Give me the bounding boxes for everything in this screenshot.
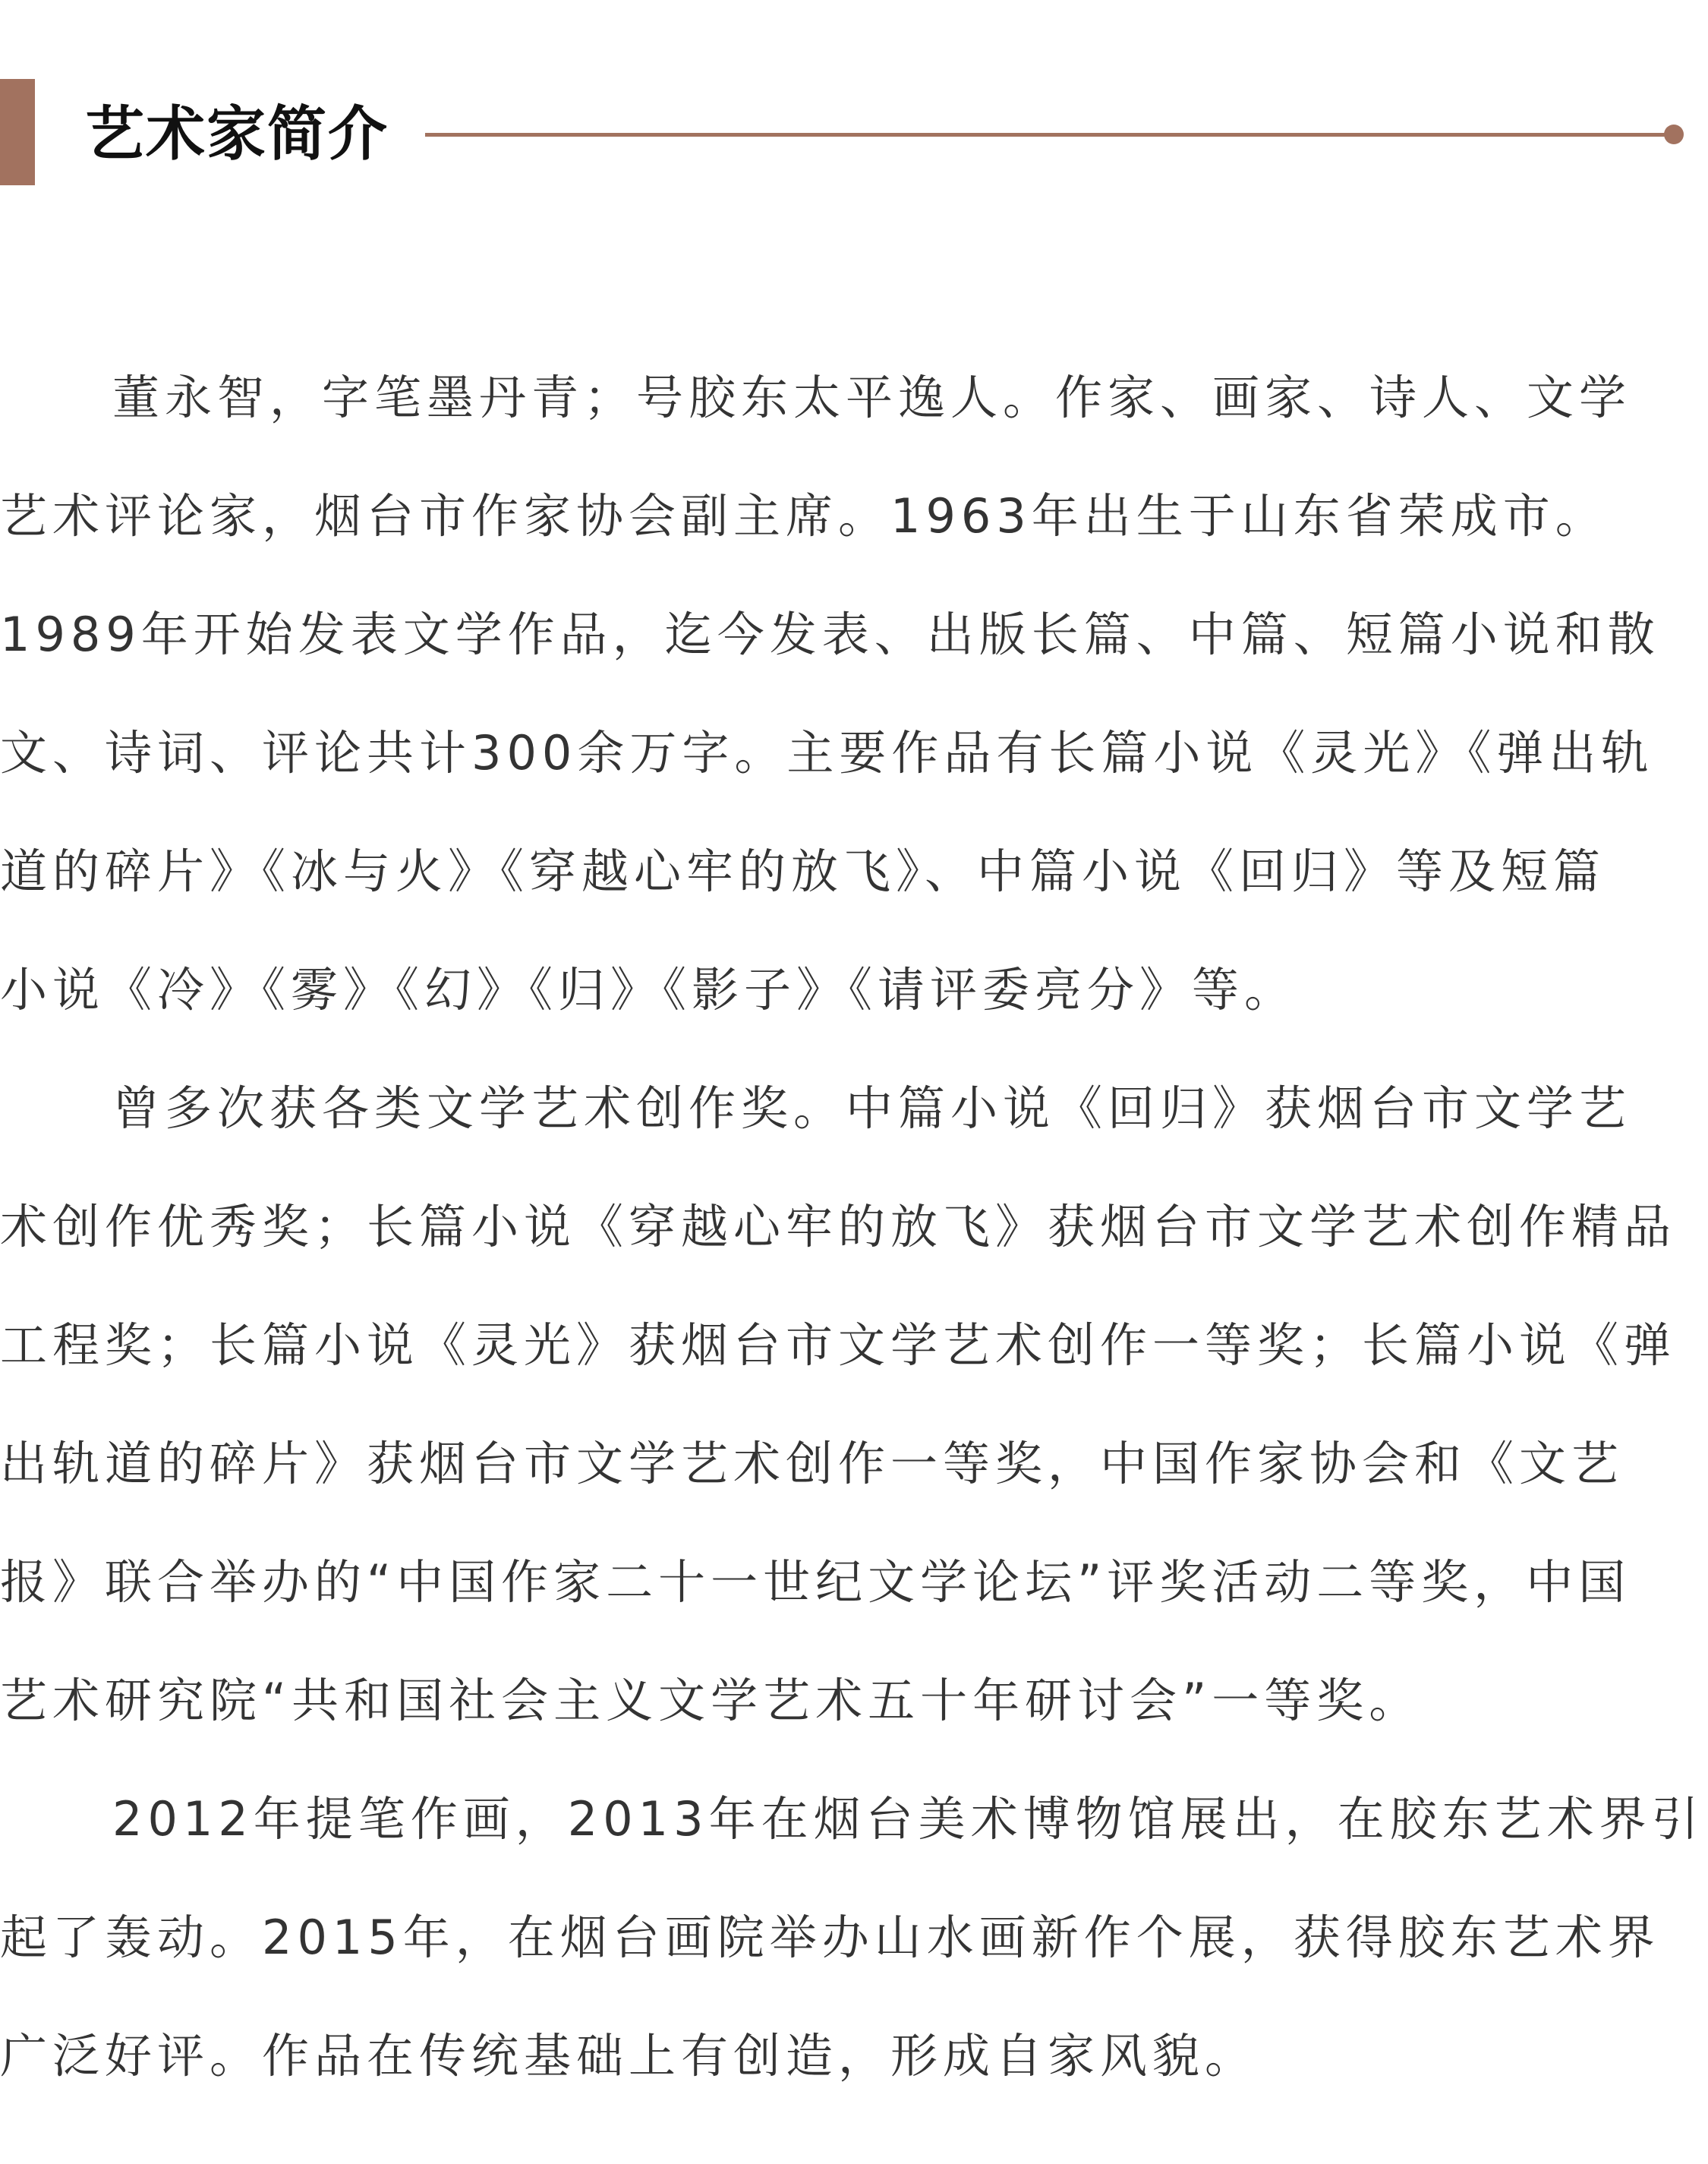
bio-paragraph-2-line: 艺术研究院“共和国社会主义文学艺术五十年研讨会”一等奖。 xyxy=(0,1673,1422,1728)
section-accent-bar xyxy=(0,79,35,185)
bio-paragraph-1-line: 小说《冷》《雾》《幻》《归》《影子》《请评委亮分》等。 xyxy=(0,962,1297,1017)
artist-bio xyxy=(0,363,1708,2140)
divider-end-dot xyxy=(1664,125,1684,144)
bio-paragraph-1-line: 1989年开始发表文学作品，迄今发表、出版长篇、中篇、短篇小说和散 xyxy=(0,607,1660,662)
bio-paragraph-3-line: 起了轰动。2015年，在烟台画院举办山水画新作个展，获得胶东艺术界 xyxy=(0,1910,1660,1965)
bio-paragraph-2-line: 曾多次获各类文学艺术创作奖。中篇小说《回归》获烟台市文学艺 xyxy=(112,1080,1632,1136)
bio-paragraph-2-line: 出轨道的碎片》获烟台市文学艺术创作一等奖，中国作家协会和《文艺 xyxy=(0,1436,1624,1491)
bio-paragraph-1-line: 文、诗词、评论共计300余万字。主要作品有长篇小说《灵光》《弹出轨 xyxy=(0,725,1654,781)
bio-paragraph-2-line: 报》联合举办的“中国作家二十一世纪文学论坛”评奖活动二等奖，中国 xyxy=(0,1554,1631,1610)
bio-paragraph-3-line: 广泛好评。作品在传统基础上有创造，形成自家风貌。 xyxy=(0,2028,1258,2084)
bio-paragraph-2-line: 工程奖；长篇小说《灵光》获烟台市文学艺术创作一等奖；长篇小说《弹 xyxy=(0,1317,1677,1373)
bio-paragraph-1-line: 董永智，字笔墨丹青；号胶东太平逸人。作家、画家、诗人、文学 xyxy=(112,370,1632,425)
title-divider-line xyxy=(425,133,1670,137)
bio-paragraph-1-line: 艺术评论家，烟台市作家协会副主席。1963年出生于山东省荣成市。 xyxy=(0,488,1608,544)
bio-paragraph-3-line: 2012年提笔作画，2013年在烟台美术博物馆展出，在胶东艺术界引 xyxy=(112,1791,1704,1847)
bio-paragraph-1-line: 道的碎片》《冰与火》《穿越心牢的放飞》、中篇小说《回归》等及短篇 xyxy=(0,844,1606,899)
bio-paragraph-2-line: 术创作优秀奖；长篇小说《穿越心牢的放飞》获烟台市文学艺术创作精品 xyxy=(0,1199,1677,1254)
section-title: 艺术家简介 xyxy=(85,100,389,169)
